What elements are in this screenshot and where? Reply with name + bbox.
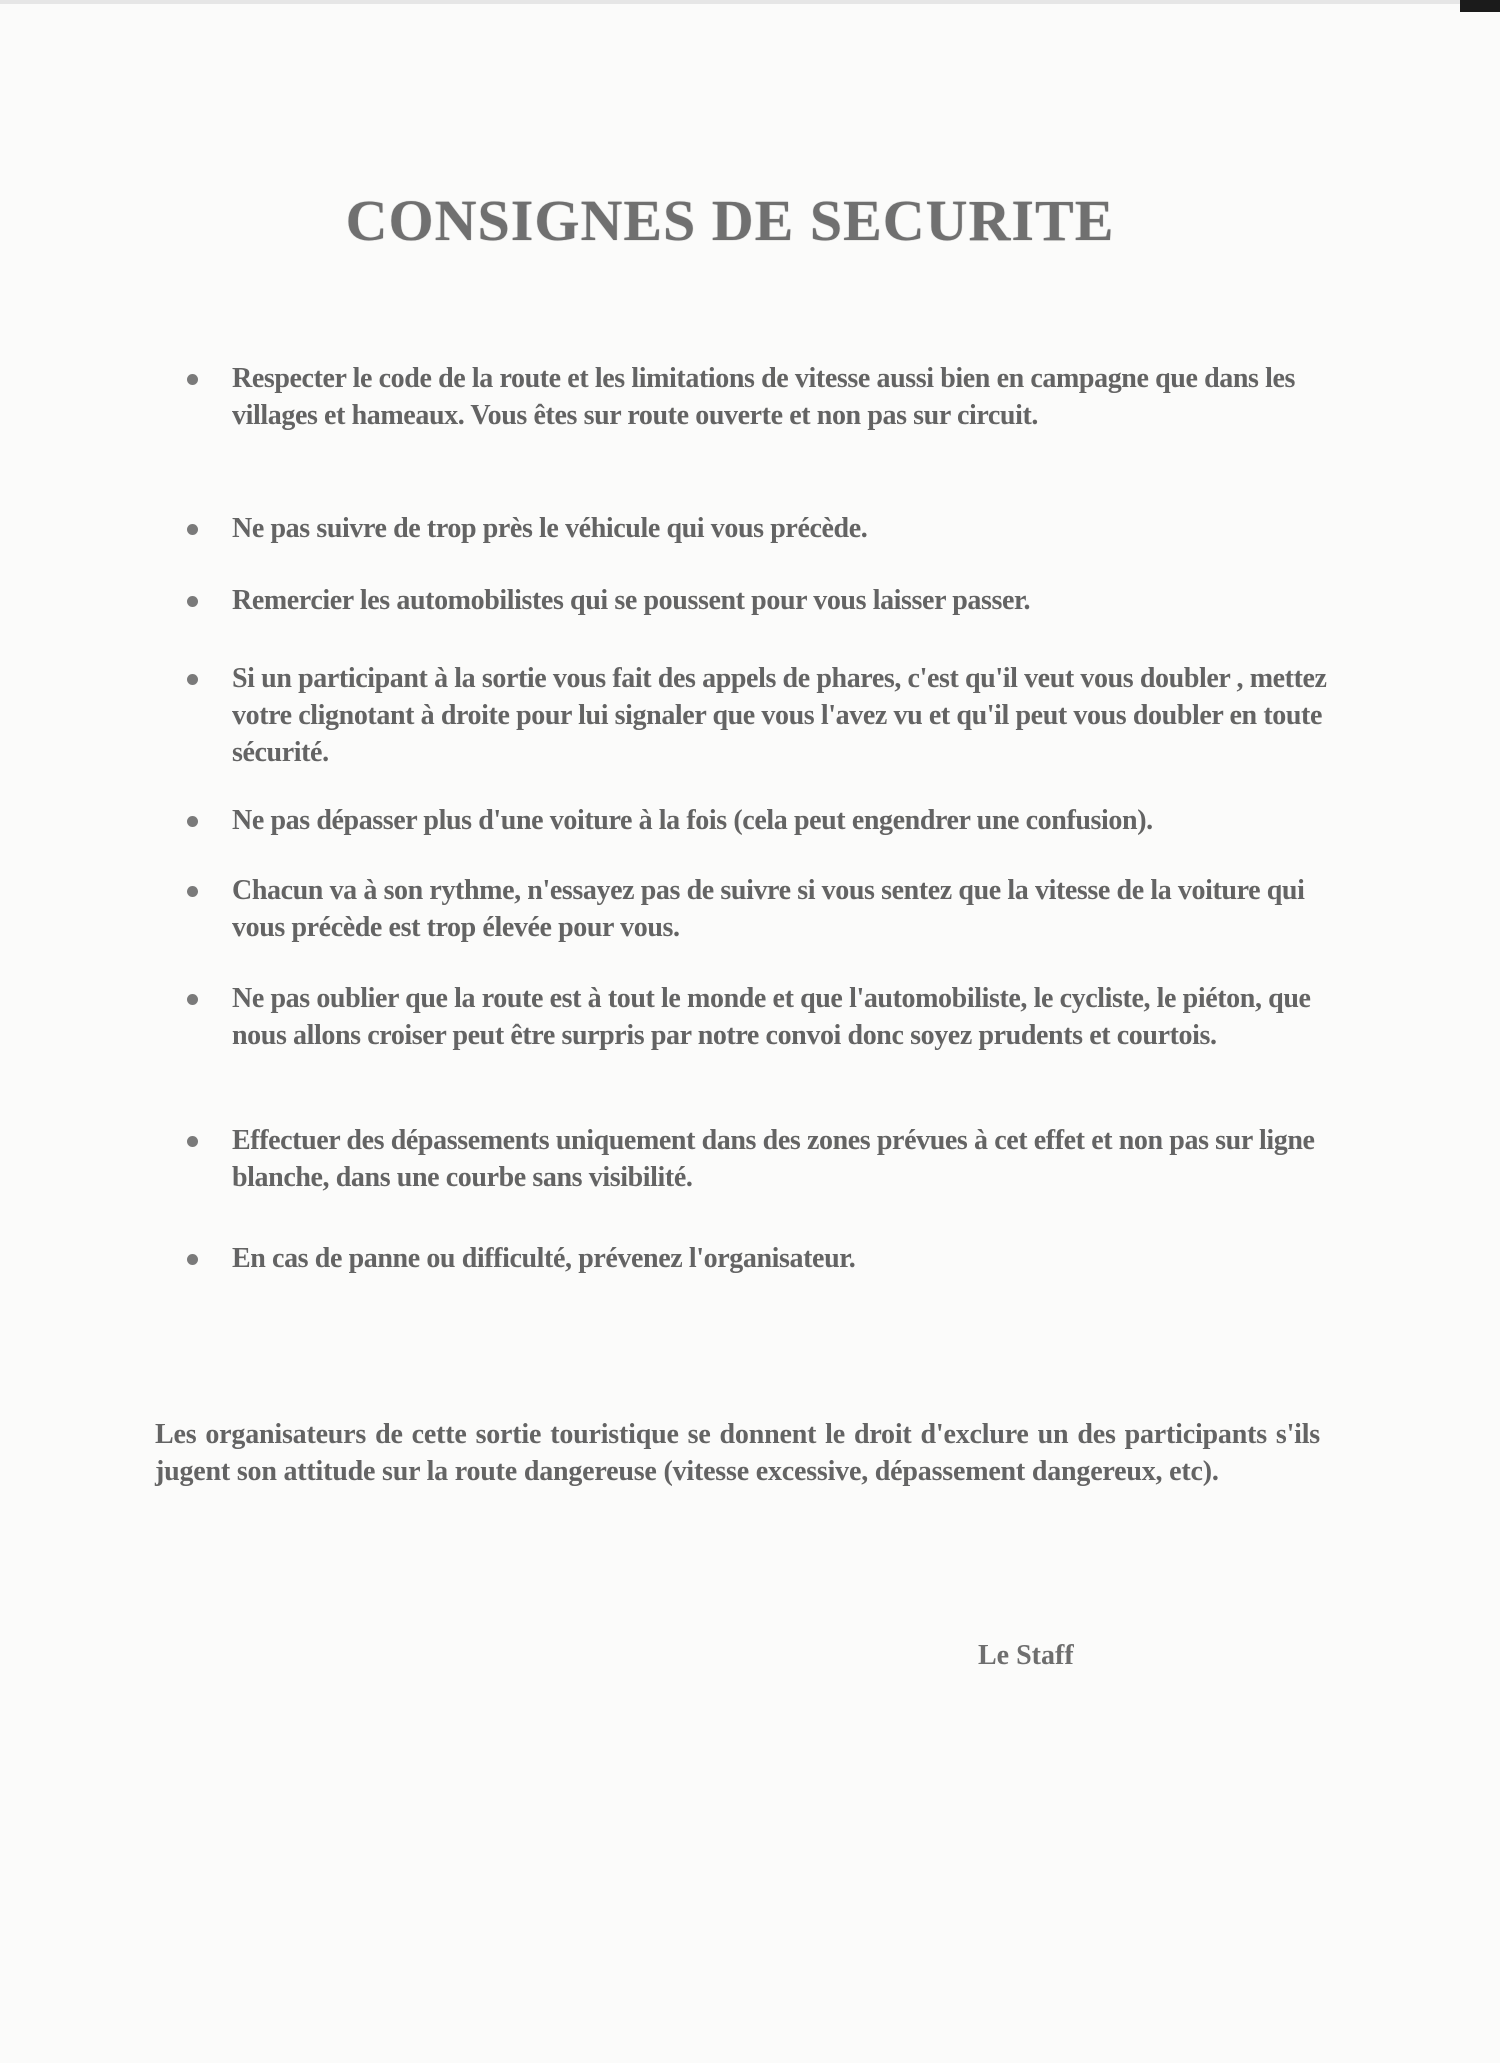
rule-item — [180, 360, 1350, 434]
scan-top-edge — [0, 0, 1500, 4]
signature: Le Staff — [978, 1640, 1074, 1671]
bullet-icon — [187, 1136, 198, 1147]
bullet-icon — [187, 994, 198, 1005]
bullet-icon — [187, 1254, 198, 1265]
rule-item — [180, 802, 1350, 839]
rule-item — [180, 1240, 1350, 1277]
rule-text: Si un participant à la sortie vous fait des appels de phares, c'est qu'il veut vous doubler , mettez votre clignotant à droite pour lui signaler que vous l'avez vu et qu'il peut vous doubler en toute sécurité. — [232, 663, 1327, 768]
rule-text: En cas de panne ou difficulté, prévenez l'organisateur. — [232, 1243, 856, 1274]
rule-text: Effectuer des dépassements uniquement dans des zones prévues à cet effet et non pas sur ligne blanche, dans une courbe sans visibilité. — [232, 1125, 1315, 1193]
bullet-icon — [187, 816, 198, 827]
rule-text: Chacun va à son rythme, n'essayez pas de suivre si vous sentez que la vitesse de la voiture qui vous précède est trop élevée pour vous. — [232, 875, 1305, 943]
rule-text: Ne pas oublier que la route est à tout le monde et que l'automobiliste, le cycliste, le piéton, que nous allons croiser peut être surpris par notre convoi donc soyez prudents et courtois. — [232, 983, 1311, 1051]
document-title: CONSIGNES DE SECURITE — [345, 187, 1115, 253]
rule-item — [180, 1122, 1350, 1196]
bullet-icon — [187, 524, 198, 535]
rule-text: Ne pas suivre de trop près le véhicule qui vous précède. — [232, 513, 868, 544]
rule-item — [180, 582, 1350, 619]
rule-text: Ne pas dépasser plus d'une voiture à la fois (cela peut engendrer une confusion). — [232, 805, 1153, 836]
bullet-icon — [187, 374, 198, 385]
exclusion-notice: Les organisateurs de cette sortie touristique se donnent le droit d'exclure un des participants s'ils jugent son attitude sur la route dangereuse (vitesse excessive, dépassement dangereux, etc). — [155, 1419, 1320, 1487]
rule-item — [180, 980, 1350, 1054]
rule-item — [180, 872, 1350, 946]
rule-item — [180, 510, 1350, 547]
rule-item — [180, 660, 1350, 771]
bullet-icon — [187, 674, 198, 685]
rule-text: Remercier les automobilistes qui se poussent pour vous laisser passer. — [232, 585, 1031, 616]
rule-text: Respecter le code de la route et les limitations de vitesse aussi bien en campagne que dans les villages et hameaux. Vous êtes sur route ouverte et non pas sur circuit. — [232, 363, 1296, 431]
scan-corner-mark — [1460, 0, 1500, 12]
bullet-icon — [187, 886, 198, 897]
bullet-icon — [187, 596, 198, 607]
